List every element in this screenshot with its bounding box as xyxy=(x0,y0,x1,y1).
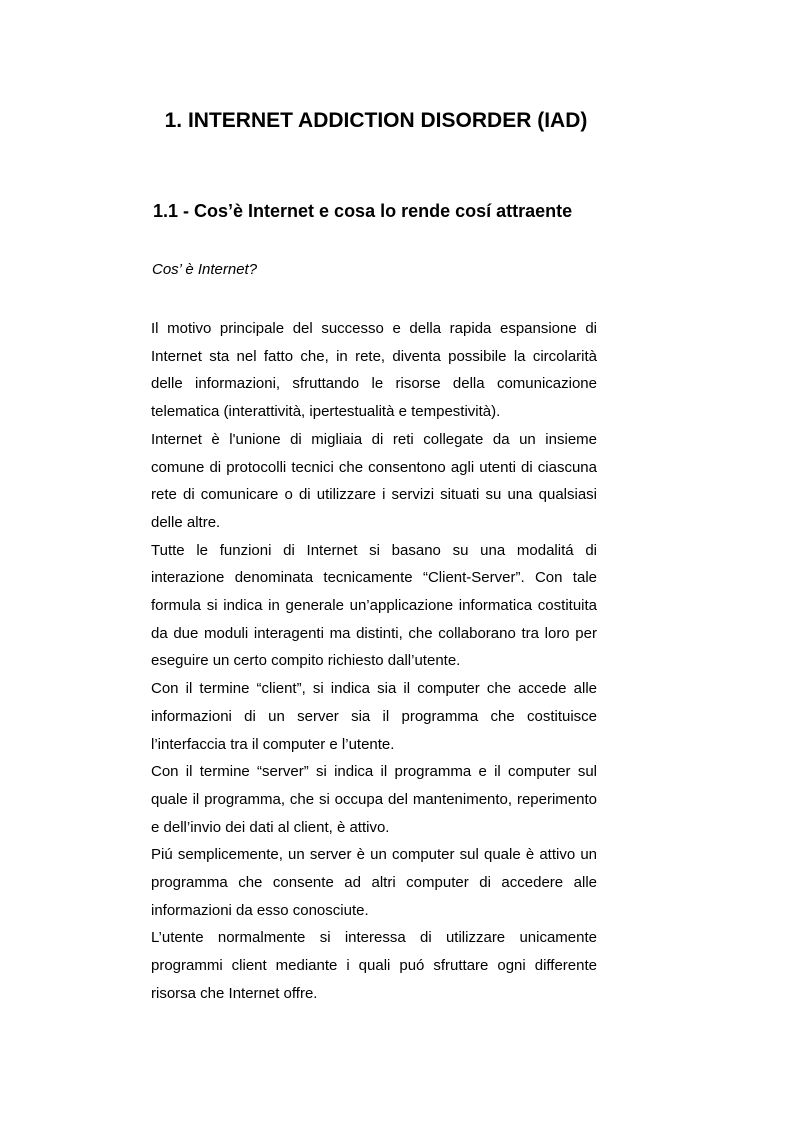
paragraph: Il motivo principale del successo e della rapida espansione di Internet sta nel fatto che, in rete, diventa possibile la circolarità delle informazioni, sfruttando le risorse della comunicazione telematica (interattività, ipertestualità e tempestività). xyxy=(151,320,597,421)
paragraph: Piú semplicemente, un server è un computer sul quale è attivo un programma che consente ad altri computer di accedere alle informazioni da esso conosciute. xyxy=(151,846,597,919)
chapter-title: 1. INTERNET ADDICTION DISORDER (IAD) xyxy=(164,109,588,132)
paragraph: L’utente normalmente si interessa di utilizzare unicamente programmi client mediante i quali puó sfruttare ogni differente risorsa che Internet offre. xyxy=(151,929,597,1002)
paragraph: Tutte le funzioni di Internet si basano su una modalitá di interazione denominata tecnicamente “Client-Server”. Con tale formula si indica in generale un’applicazione informatica costituita da due moduli interagenti ma distinti, che collaborano tra loro per eseguire un certo compito richiesto dall’utente. xyxy=(151,541,597,670)
paragraph: Con il termine “client”, si indica sia il computer che accede alle informazioni di un server sia il programma che costituisce l’interfaccia tra il computer e l’utente. xyxy=(151,680,597,753)
subheading: Cos’ è Internet? xyxy=(152,261,258,278)
paragraph: Internet è l'unione di migliaia di reti collegate da un insieme comune di protocolli tecnici che consentono agli utenti di ciascuna rete di comunicare o di utilizzare i servizi situati su una qualsiasi delle altre. xyxy=(151,430,597,531)
body-text xyxy=(151,315,597,1008)
section-title: 1.1 - Cos’è Internet e cosa lo rende cosí attraente xyxy=(153,201,573,221)
paragraph: Con il termine “server” si indica il programma e il computer sul quale il programma, che si occupa del mantenimento, reperimento e dell’invio dei dati al client, è attivo. xyxy=(151,763,597,836)
